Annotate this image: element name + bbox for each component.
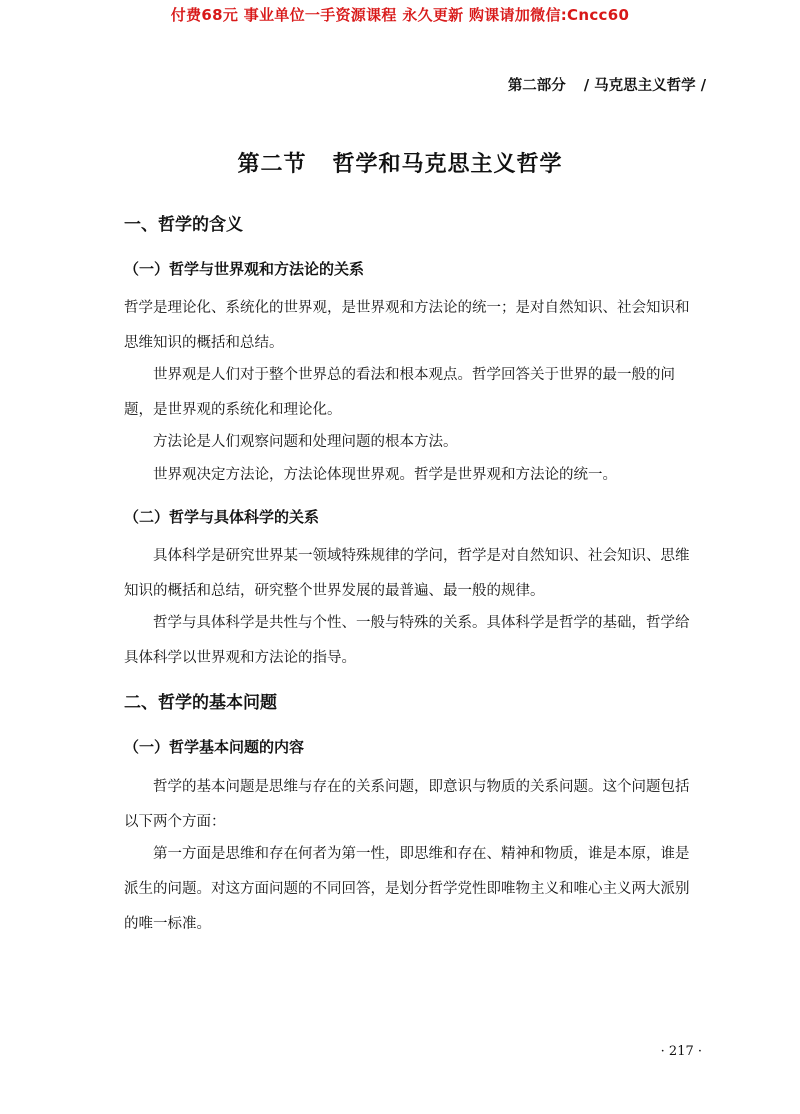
section-number: 第二节 (237, 151, 307, 177)
paragraph: 哲学与具体科学是共性与个性、一般与特殊的关系。具体科学是哲学的基础，哲学给具体科学以世界观和方法论的指导。 (124, 615, 690, 666)
paragraph: 哲学的基本问题是思维与存在的关系问题，即意识与物质的关系问题。这个问题包括以下两个方面： (124, 779, 690, 830)
section-title (0, 147, 800, 178)
heading-1: 一、哲学的含义 (124, 215, 243, 235)
subheading-1-2: （二）哲学与具体科学的关系 (124, 508, 320, 526)
running-header (508, 74, 706, 95)
heading-2: 二、哲学的基本问题 (124, 693, 277, 713)
header-subject: / 马克思主义哲学 / (583, 77, 706, 94)
header-part: 第二部分 (507, 77, 566, 94)
subheading-1-1: （一）哲学与世界观和方法论的关系 (124, 260, 365, 278)
watermark-banner: 付费68元 事业单位一手资源课程 永久更新 购课请加微信:Cncc60 (170, 6, 630, 24)
paragraph: 世界观决定方法论，方法论体现世界观。哲学是世界观和方法论的统一。 (153, 467, 617, 483)
paragraph: 世界观是人们对于整个世界总的看法和根本观点。哲学回答关于世界的最一般的问题，是世界观的系统化和理论化。 (124, 367, 675, 418)
subheading-2-1: （一）哲学基本问题的内容 (124, 738, 305, 756)
paragraph: 哲学是理论化、系统化的世界观，是世界观和方法论的统一；是对自然知识、社会知识和思维知识的概括和总结。 (124, 300, 690, 351)
paragraph: 具体科学是研究世界某一领域特殊规律的学问，哲学是对自然知识、社会知识、思维知识的概括和总结，研究整个世界发展的最普遍、最一般的规律。 (124, 548, 690, 599)
page-number: · 217 · (660, 1044, 702, 1059)
section-name: 哲学和马克思主义哲学 (332, 151, 563, 177)
paragraph: 第一方面是思维和存在何者为第一性，即思维和存在、精神和物质，谁是本原，谁是派生的问题。对这方面问题的不同回答，是划分哲学党性即唯物主义和唯心主义两大派别的唯一标准。 (124, 846, 690, 932)
paragraph: 方法论是人们观察问题和处理问题的根本方法。 (153, 434, 458, 450)
